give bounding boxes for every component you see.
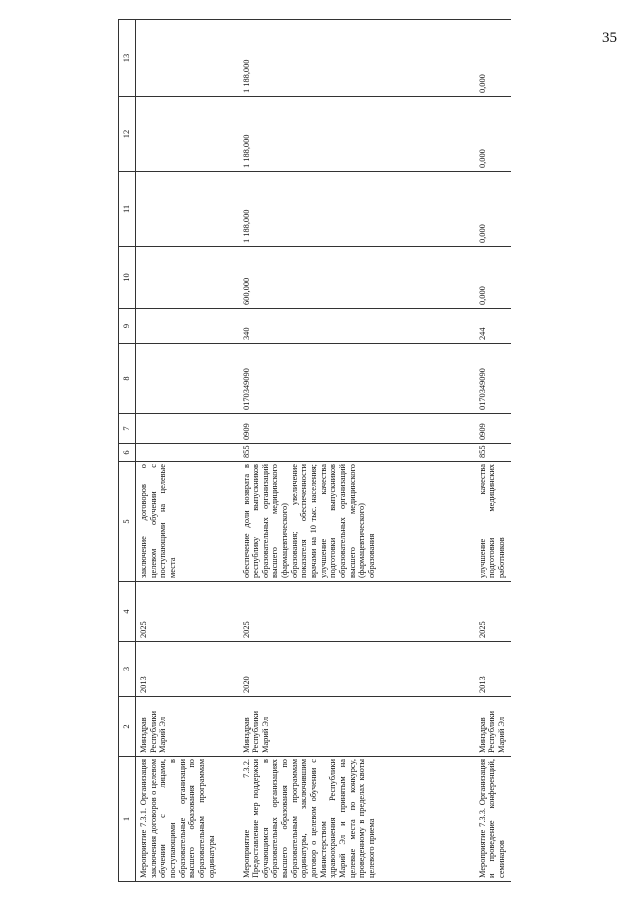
cell-value: 1 188,000 xyxy=(239,172,475,247)
cell-start-year: 2013 xyxy=(475,642,511,697)
cell-expense-type xyxy=(136,309,239,344)
cell-expense-type: 340 xyxy=(239,309,475,344)
header-row xyxy=(119,20,136,882)
col-header: 7 xyxy=(119,414,136,444)
cell-end-year: 2025 xyxy=(475,582,511,642)
col-header: 4 xyxy=(119,582,136,642)
col-header: 11 xyxy=(119,172,136,247)
cell-executor: Минздрав Республики Марий Эл xyxy=(475,697,511,757)
cell-event: Мероприятие 7.3.1. Организация заключения договоров о целевом обучении с лицами, поступающими в образовательные организации высшего образования по образовательным программам ординатуры xyxy=(136,757,239,882)
rotated-table-container xyxy=(118,20,510,882)
cell-value: 1 188,000 xyxy=(239,20,475,97)
cell-value: 0,000 xyxy=(475,97,511,172)
table-row xyxy=(475,20,511,882)
cell-section: 0909 xyxy=(239,414,475,444)
table-row xyxy=(136,20,239,882)
cell-target-item: 0170349090 xyxy=(475,344,511,414)
cell-end-year: 2025 xyxy=(136,582,239,642)
cell-grbs xyxy=(136,444,239,462)
cell-result: улучшение качества подготовки медицинских работников xyxy=(475,462,511,582)
col-header: 8 xyxy=(119,344,136,414)
cell-target-item xyxy=(136,344,239,414)
cell-executor: Минздрав Республики Марий Эл xyxy=(239,697,475,757)
cell-result: обеспечение доли возврата в республику выпускников образовательных организаций высшего медицинского (фармацевтического) образования; увеличение показателя обеспеченности врачами на 10 тыс. населения; улучшение качества подготовки выпускников образовательных организаций высшего медицинского (фармацевтического) образования xyxy=(239,462,475,582)
cell-result: заключение договоров о целевом обучении с поступающими на целевые места xyxy=(136,462,239,582)
page-number: 35 xyxy=(602,30,617,46)
table-row xyxy=(239,20,475,882)
col-header: 13 xyxy=(119,20,136,97)
program-table xyxy=(118,19,511,882)
cell-end-year: 2025 xyxy=(239,582,475,642)
cell-start-year: 2020 xyxy=(239,642,475,697)
cell-value: 1 188,000 xyxy=(239,97,475,172)
col-header: 6 xyxy=(119,444,136,462)
cell-start-year: 2013 xyxy=(136,642,239,697)
cell-value xyxy=(136,172,239,247)
cell-value: 0,000 xyxy=(475,247,511,309)
cell-executor: Минздрав Республики Марий Эл xyxy=(136,697,239,757)
col-header: 1 xyxy=(119,757,136,882)
cell-event: Мероприятие 7.3.3. Организация и проведение конференций, семинаров xyxy=(475,757,511,882)
cell-section: 0909 xyxy=(475,414,511,444)
cell-value xyxy=(136,20,239,97)
cell-grbs: 855 xyxy=(475,444,511,462)
col-header: 10 xyxy=(119,247,136,309)
cell-value: 0,000 xyxy=(475,172,511,247)
cell-grbs: 855 xyxy=(239,444,475,462)
cell-expense-type: 244 xyxy=(475,309,511,344)
col-header: 3 xyxy=(119,642,136,697)
cell-target-item: 0170349090 xyxy=(239,344,475,414)
col-header: 9 xyxy=(119,309,136,344)
cell-value xyxy=(136,247,239,309)
col-header: 5 xyxy=(119,462,136,582)
cell-event: Мероприятие 7.3.2. Предоставление мер поддержки обучающимся в образовательных организациях высшего образования по образовательным программам ординатуры, заключившим договор о целевом обучении с Министерством здравоохранения Республики Марий Эл и принятым на целевые места по конкурсу, проведенному в пределах квоты целевого приема xyxy=(239,757,475,882)
cell-value xyxy=(136,97,239,172)
col-header: 2 xyxy=(119,697,136,757)
cell-value: 600,000 xyxy=(239,247,475,309)
cell-section xyxy=(136,414,239,444)
col-header: 12 xyxy=(119,97,136,172)
cell-value: 0,000 xyxy=(475,20,511,97)
